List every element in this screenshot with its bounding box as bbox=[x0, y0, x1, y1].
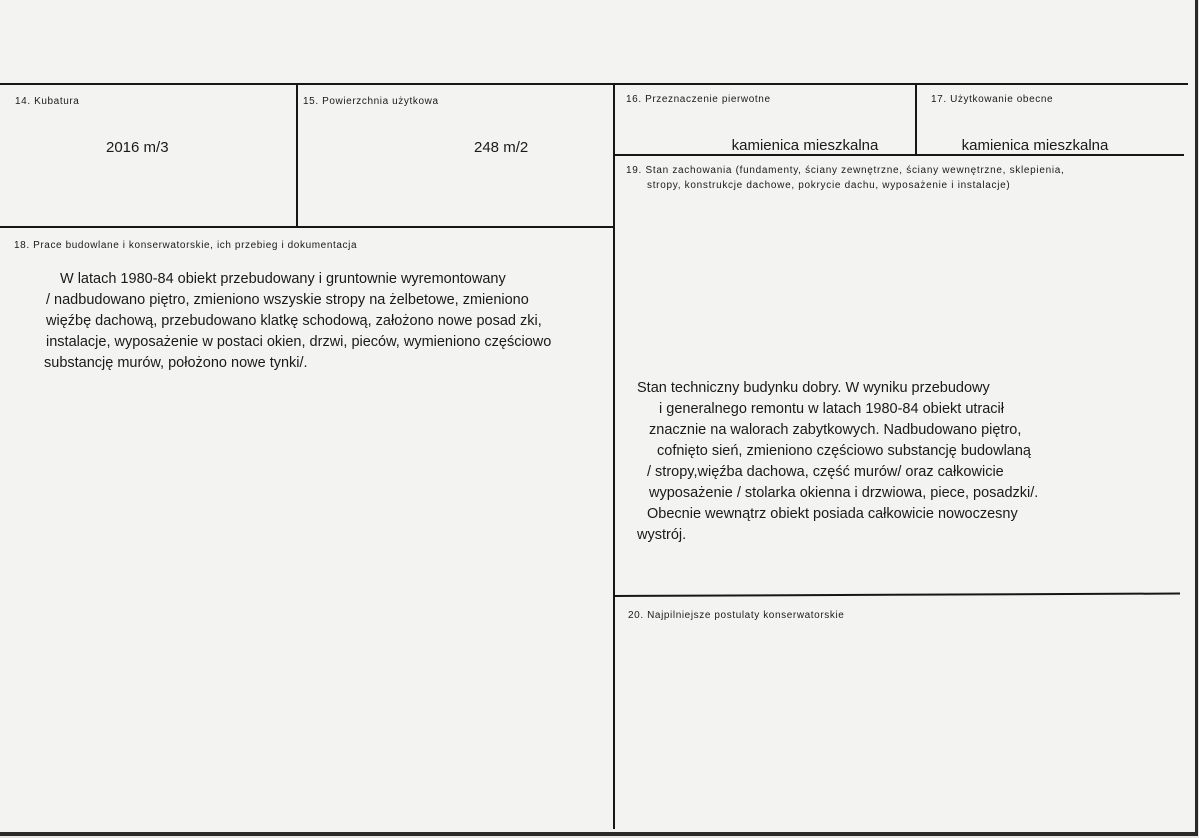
field-18-label: 18. Prace budowlane i konserwatorskie, ich przebieg i dokumentacja bbox=[14, 240, 358, 251]
field-15-label: 15. Powierzchnia użytkowa bbox=[303, 96, 439, 107]
field-14-value: 2016 m/3 bbox=[106, 139, 169, 156]
field-19-line: Obecnie wewnątrz obiekt posiada całkowicie nowoczesny bbox=[647, 506, 1018, 522]
field-17-value: kamienica mieszkalna bbox=[961, 137, 1109, 154]
field-17-label: 17. Użytkowanie obecne bbox=[931, 94, 1054, 105]
top-rule bbox=[0, 83, 1188, 85]
field-14-label: 14. Kubatura bbox=[15, 96, 80, 107]
field-19-label-line: stropy, konstrukcje dachowe, pokrycie dachu, wyposażenie i instalacje) bbox=[647, 180, 1011, 191]
field-16-value: kamienica mieszkalna bbox=[731, 137, 879, 154]
field-19-line: wyposażenie / stolarka okienna i drzwiowa, piece, posadzki/. bbox=[649, 485, 1039, 501]
field-20-label: 20. Najpilniejsze postulaty konserwatorskie bbox=[628, 610, 845, 621]
field-19-line: i generalnego remontu w latach 1980-84 obiekt utracił bbox=[659, 401, 1004, 417]
main-vertical-divider bbox=[613, 84, 615, 829]
field-19-line: znacznie na walorach zabytkowych. Nadbudowano piętro, bbox=[649, 422, 1022, 438]
field-18-line: więźbę dachową, przebudowano klatkę schodową, założono nowe posad zki, bbox=[46, 313, 542, 329]
rule-below-14-15 bbox=[0, 226, 614, 228]
divider-14-15 bbox=[296, 84, 298, 227]
field-18-line: W latach 1980-84 obiekt przebudowany i gruntownie wyremontowany bbox=[60, 271, 506, 287]
rule-above-20 bbox=[614, 593, 1180, 597]
field-19-line: / stropy,więźba dachowa, część murów/ oraz całkowicie bbox=[647, 464, 1004, 480]
field-19-line: cofnięto sień, zmieniono częściowo substancję budowlaną bbox=[657, 443, 1031, 459]
field-18-line: substancję murów, położono nowe tynki/. bbox=[44, 355, 308, 371]
rule-below-16-17 bbox=[614, 154, 1184, 156]
field-19-label bbox=[626, 163, 1065, 193]
field-19-label-line: 19. Stan zachowania (fundamenty, ściany zewnętrzne, ściany wewnętrzne, sklepienia, bbox=[626, 165, 1065, 176]
field-16-label: 16. Przeznaczenie pierwotne bbox=[626, 94, 771, 105]
field-15-value: 248 m/2 bbox=[474, 139, 529, 156]
field-18-line: / nadbudowano piętro, zmieniono wszyskie stropy na żelbetowe, zmieniono bbox=[46, 292, 529, 308]
field-18-line: instalacje, wyposażenie w postaci okien, drzwi, pieców, wymieniono częściowo bbox=[46, 334, 552, 350]
field-19-line: Stan techniczny budynku dobry. W wyniku przebudowy bbox=[637, 380, 990, 396]
field-19-text bbox=[637, 378, 1038, 546]
field-19-line: wystrój. bbox=[637, 527, 687, 543]
divider-16-17 bbox=[915, 84, 917, 156]
field-18-text bbox=[44, 269, 551, 374]
